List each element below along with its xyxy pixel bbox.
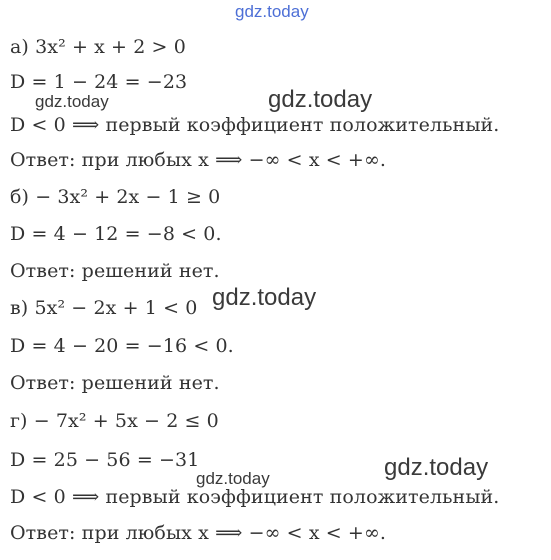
task-a-inequality: а) 3x² + x + 2 > 0: [10, 36, 186, 58]
task-b-answer: Ответ: решений нет.: [10, 260, 220, 282]
task-a-answer: Ответ: при любых x ⟹ −∞ < x < +∞.: [10, 149, 387, 171]
watermark-top: gdz.today: [235, 2, 309, 21]
task-d-discriminant: D = 25 − 56 = −31: [10, 449, 200, 471]
task-a-discriminant: D = 1 − 24 = −23: [10, 71, 188, 93]
task-b-discriminant: D = 4 − 12 = −8 < 0.: [10, 223, 222, 245]
watermark: gdz.today: [35, 92, 109, 111]
watermark: gdz.today: [268, 86, 373, 113]
task-d-inequality: г) − 7x² + 5x − 2 ≤ 0: [10, 410, 219, 432]
watermark: gdz.today: [384, 454, 489, 481]
task-c-answer: Ответ: решений нет.: [10, 372, 220, 394]
task-c-inequality: в) 5x² − 2x + 1 < 0: [10, 297, 198, 319]
task-d-condition: D < 0 ⟹ первый коэффициент положительный.: [10, 486, 500, 508]
watermark: gdz.today: [212, 284, 317, 311]
task-d-answer: Ответ: при любых x ⟹ −∞ < x < +∞.: [10, 522, 387, 544]
task-c-discriminant: D = 4 − 20 = −16 < 0.: [10, 335, 234, 357]
task-b-inequality: б) − 3x² + 2x − 1 ≥ 0: [10, 186, 221, 208]
task-a-condition: D < 0 ⟹ первый коэффициент положительный.: [10, 114, 500, 136]
watermark: gdz.today: [196, 469, 270, 488]
